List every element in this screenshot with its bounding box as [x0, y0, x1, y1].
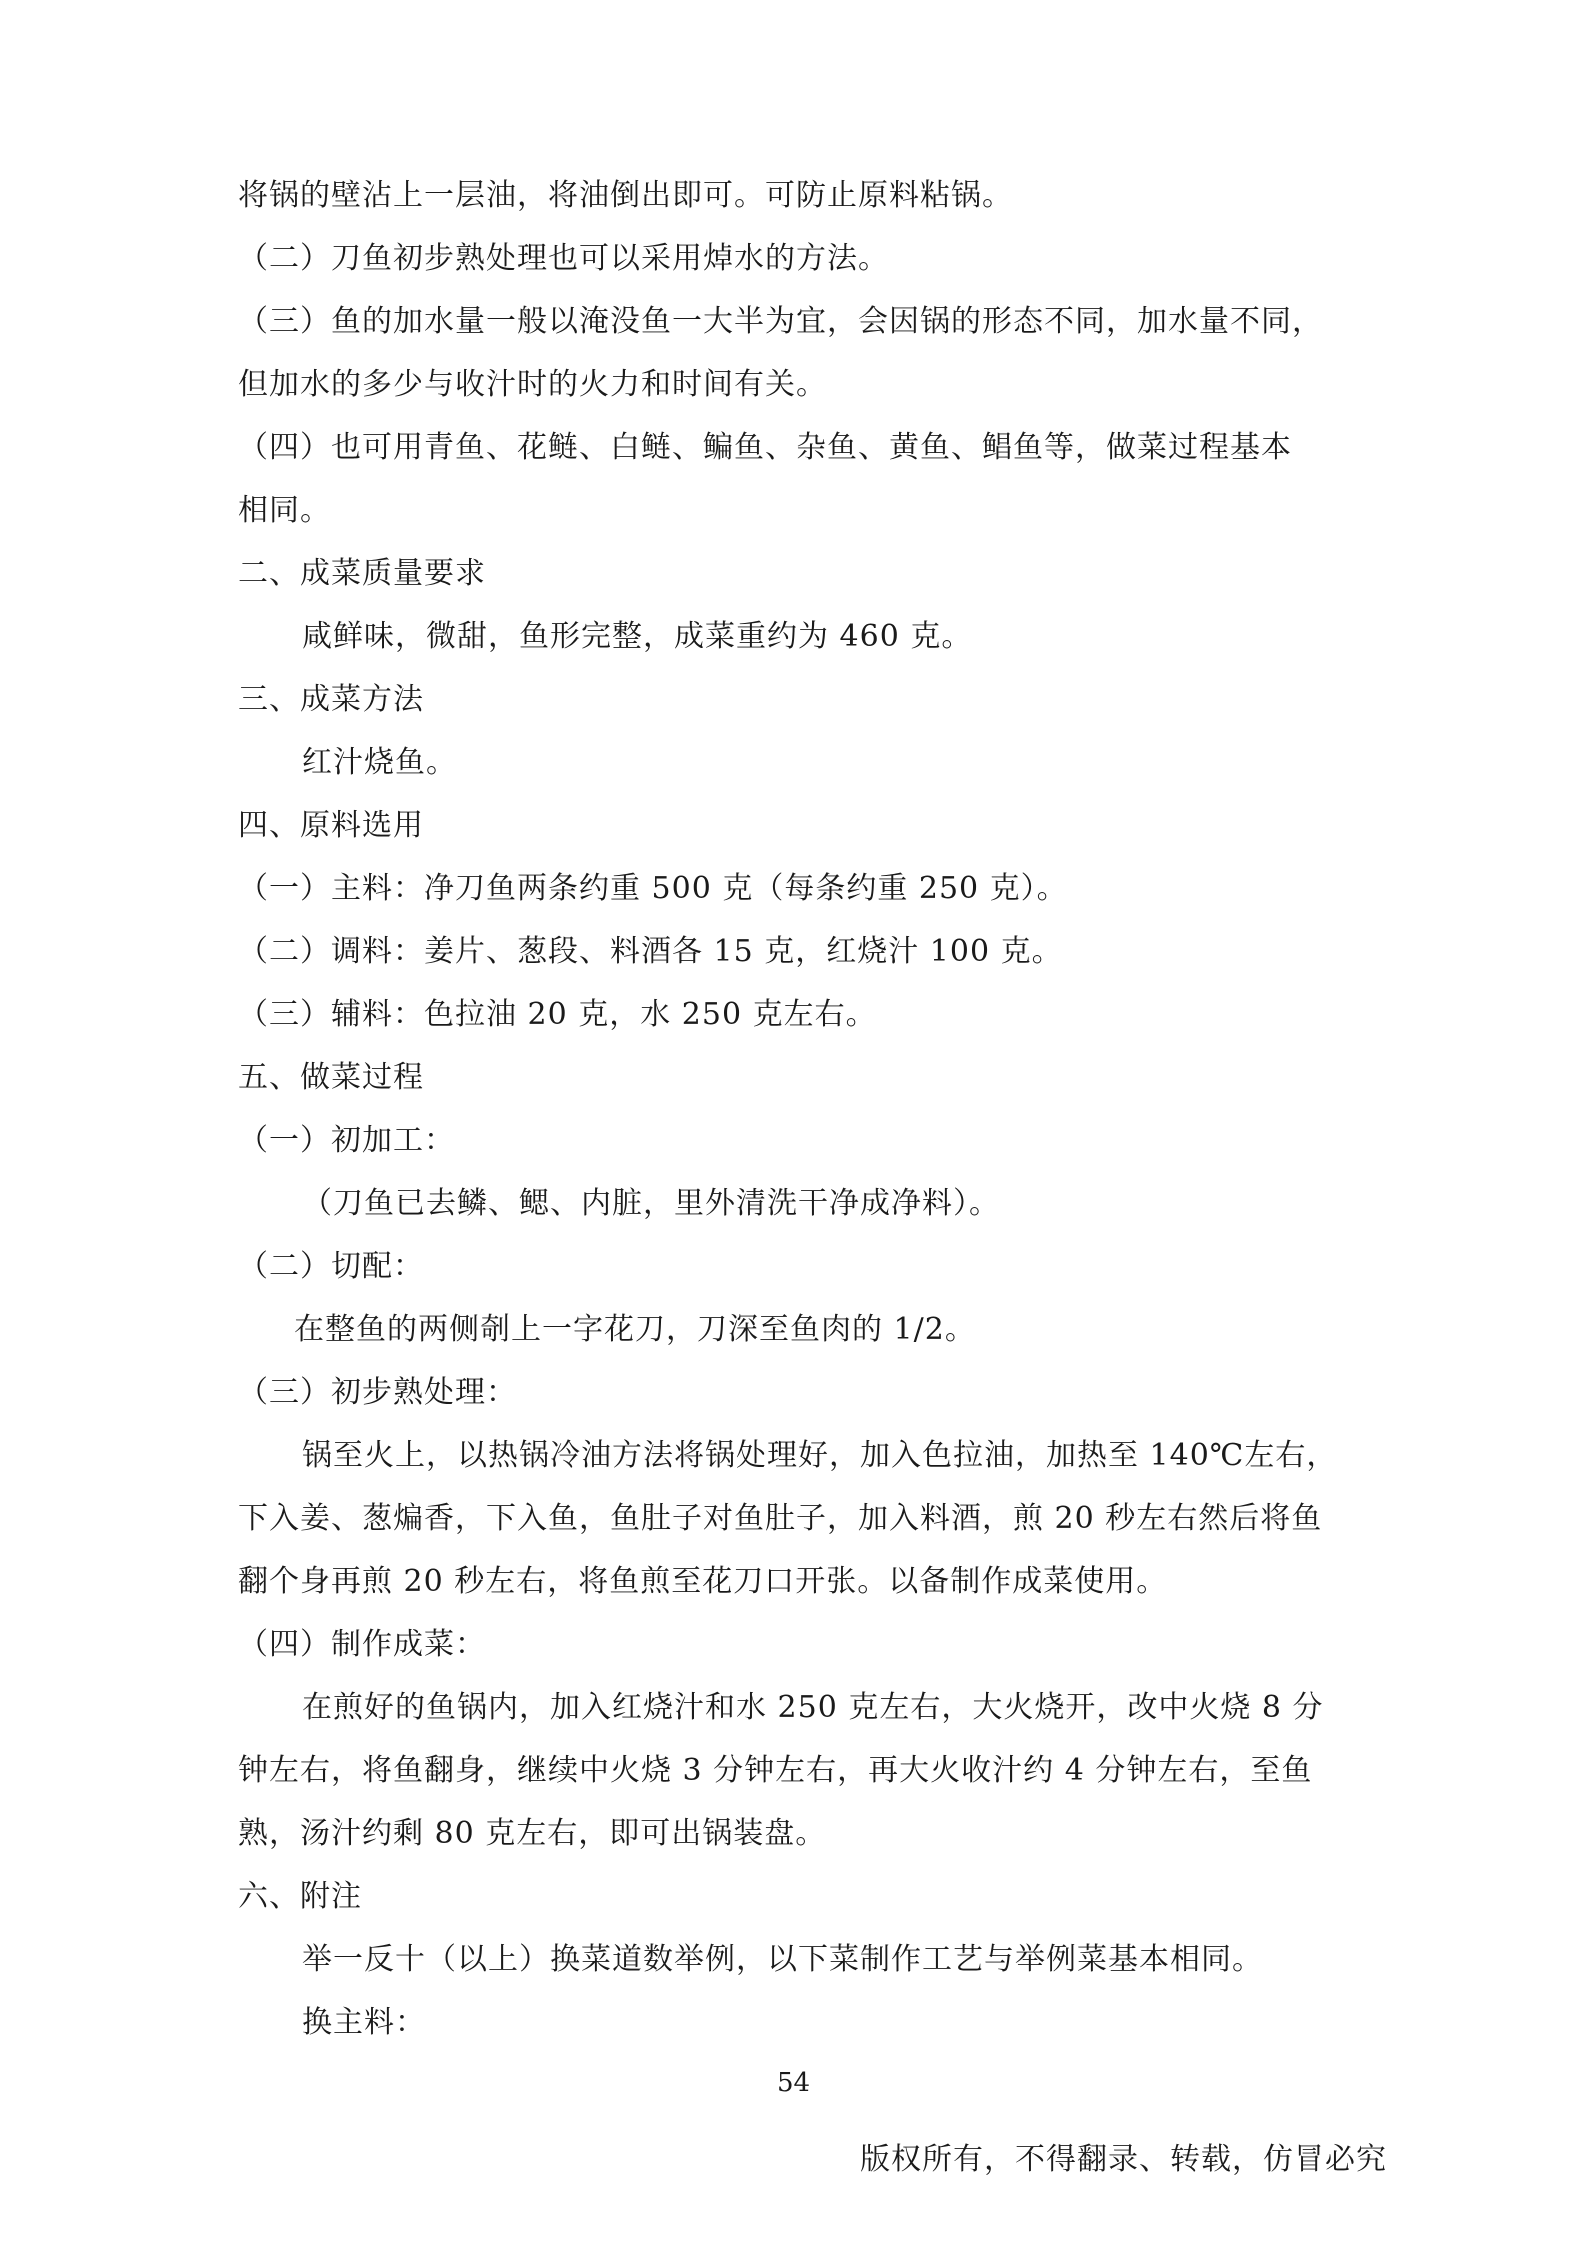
copyright-notice: 版权所有，不得翻录、转载，仿冒必究 [860, 2142, 1387, 2177]
section-heading: 三、成菜方法 [238, 682, 424, 717]
text-line: 在煎好的鱼锅内，加入红烧汁和水 250 克左右，大火烧开，改中火烧 8 分 [302, 1690, 1324, 1725]
section-heading: 六、附注 [238, 1879, 362, 1914]
text-line: （二）刀鱼初步熟处理也可以采用焯水的方法。 [238, 241, 889, 276]
page-number: 54 [776, 2068, 811, 2098]
text-line: 红汁烧鱼。 [302, 745, 457, 780]
text-line: 但加水的多少与收汁时的火力和时间有关。 [238, 367, 827, 402]
subsection-heading: （三）初步熟处理： [238, 1375, 517, 1410]
subsection-heading: （一）初加工： [238, 1123, 455, 1158]
text-line: （二）调料：姜片、葱段、料酒各 15 克，红烧汁 100 克。 [238, 934, 1063, 969]
text-line: 锅至火上，以热锅冷油方法将锅处理好，加入色拉油，加热至 140℃左右， [302, 1438, 1338, 1473]
section-heading: 四、原料选用 [238, 808, 424, 843]
text-line: 换主料： [302, 2005, 426, 2040]
text-line: 将锅的壁沾上一层油，将油倒出即可。可防止原料粘锅。 [238, 178, 1013, 213]
text-line: （三）辅料：色拉油 20 克，水 250 克左右。 [238, 997, 877, 1032]
text-line: （三）鱼的加水量一般以淹没鱼一大半为宜，会因锅的形态不同，加水量不同， [238, 304, 1323, 339]
section-heading: 五、做菜过程 [238, 1060, 424, 1095]
text-line: 在整鱼的两侧剞上一字花刀，刀深至鱼肉的 1/2。 [294, 1312, 976, 1347]
text-line: （四）也可用青鱼、花鲢、白鲢、鳊鱼、杂鱼、黄鱼、鲳鱼等，做菜过程基本 [238, 430, 1292, 465]
text-line: 相同。 [238, 493, 331, 528]
subsection-heading: （四）制作成菜： [238, 1627, 486, 1662]
text-line: （刀鱼已去鳞、鳃、内脏，里外清洗干净成净料）。 [302, 1186, 1000, 1221]
section-heading: 二、成菜质量要求 [238, 556, 486, 591]
text-line: 下入姜、葱煸香，下入鱼，鱼肚子对鱼肚子，加入料酒，煎 20 秒左右然后将鱼 [238, 1501, 1323, 1536]
text-line: 翻个身再煎 20 秒左右，将鱼煎至花刀口开张。以备制作成菜使用。 [238, 1564, 1168, 1599]
text-line: （一）主料：净刀鱼两条约重 500 克（每条约重 250 克）。 [238, 871, 1068, 906]
text-line: 钟左右，将鱼翻身，继续中火烧 3 分钟左右，再大火收汁约 4 分钟左右，至鱼 [238, 1753, 1313, 1788]
text-line: 咸鲜味，微甜，鱼形完整，成菜重约为 460 克。 [302, 619, 973, 654]
text-line: 熟，汤汁约剩 80 克左右，即可出锅装盘。 [238, 1816, 827, 1851]
subsection-heading: （二）切配： [238, 1249, 424, 1284]
text-line: 举一反十（以上）换菜道数举例，以下菜制作工艺与举例菜基本相同。 [302, 1942, 1263, 1977]
